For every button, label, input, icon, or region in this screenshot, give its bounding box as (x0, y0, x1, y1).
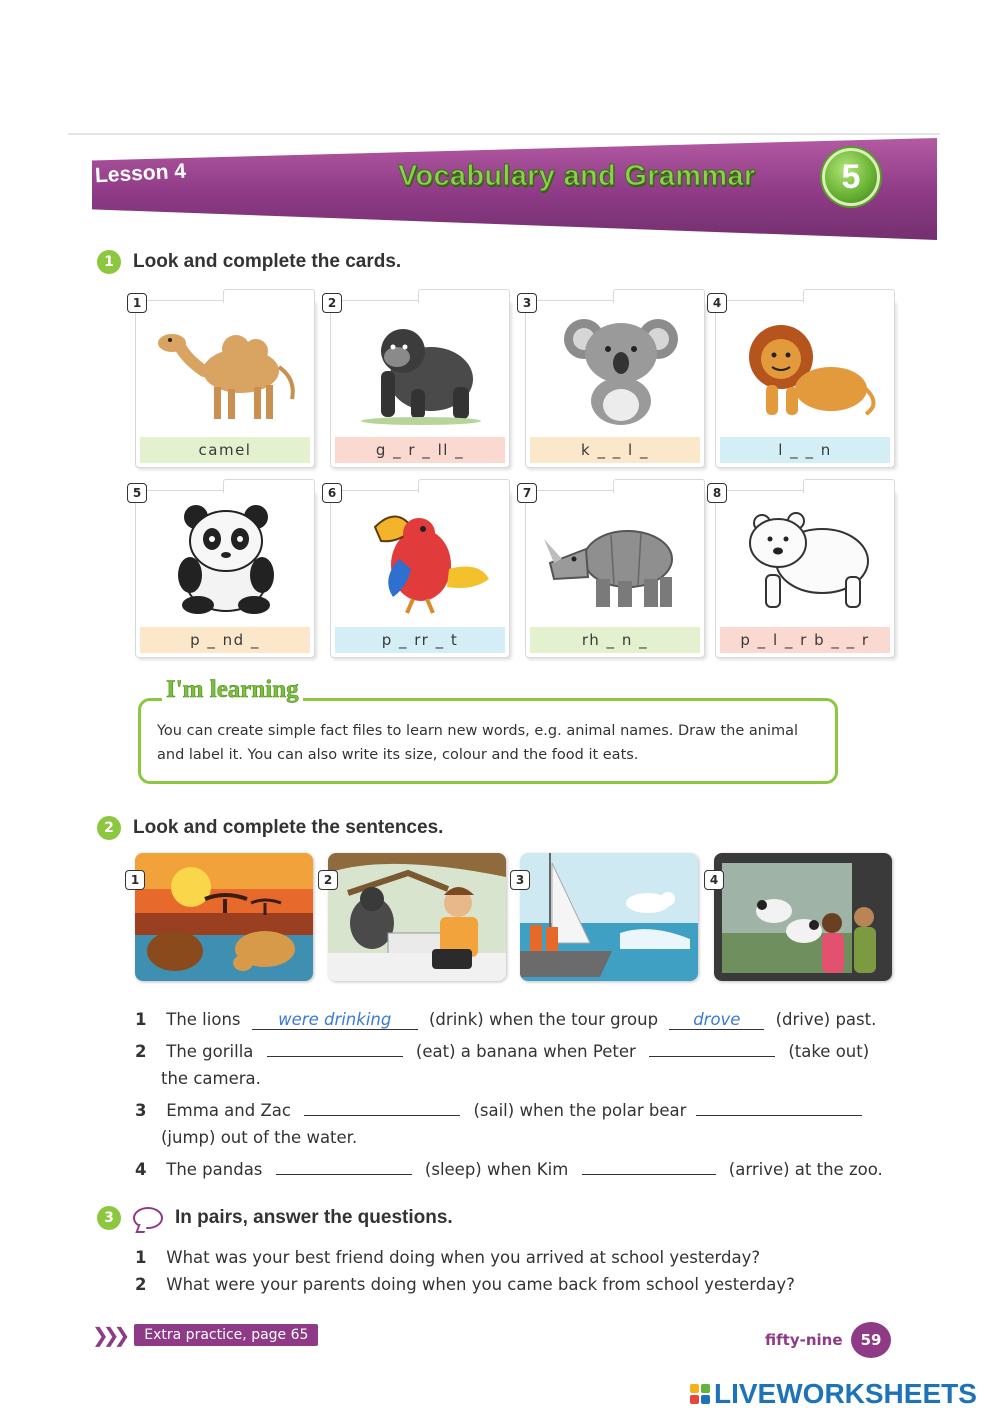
scene-number: 4 (704, 870, 724, 890)
card-number: 8 (707, 483, 727, 503)
sentence-text: The pandas (166, 1160, 263, 1179)
sentence-1 (135, 1010, 876, 1030)
koala-icon (536, 309, 696, 427)
chevron-right-icon: ❯❯❯ (92, 1323, 125, 1347)
card-lion (712, 296, 895, 468)
learning-text: You can create simple fact files to learn new words, e.g. animal names. Draw the animal and label it. You can also write its size, colour and the food it eats. (157, 723, 798, 763)
sentence-number: 1 (135, 1010, 147, 1029)
brand-name: LIVEWORKSHEETS (714, 1378, 977, 1409)
exercise-instruction: Look and complete the sentences. (133, 817, 444, 838)
exercise-instruction: Look and complete the cards. (133, 251, 402, 272)
card-tab (418, 479, 510, 493)
learning-box (138, 698, 838, 784)
answer-input[interactable] (696, 1115, 862, 1116)
sentence-text: (drive) past. (775, 1010, 877, 1029)
lion-icon (726, 309, 886, 427)
page-word: fifty-nine (765, 1331, 843, 1349)
card-gorilla (327, 296, 510, 468)
sentence-number: 4 (135, 1160, 147, 1179)
card-number: 7 (517, 483, 537, 503)
extra-practice-label: Extra practice, page 65 (134, 1324, 318, 1346)
exercise-number: 3 (97, 1206, 121, 1230)
gorilla-icon (341, 309, 501, 427)
question-number: 2 (135, 1275, 147, 1294)
section-title: Vocabulary and Grammar (398, 160, 756, 192)
sentence-4 (135, 1160, 883, 1179)
card-tab (803, 479, 895, 493)
answer-input[interactable] (649, 1056, 775, 1057)
exercise-number: 2 (97, 816, 121, 840)
answer-input[interactable]: were drinking (252, 1011, 418, 1030)
card-word: p _ nd _ (140, 627, 310, 653)
scene-number: 3 (510, 870, 530, 890)
card-number: 6 (322, 483, 342, 503)
card-number: 4 (707, 293, 727, 313)
sentence-text: (sleep) when Kim (424, 1160, 569, 1179)
card-word: p _ rr _ t (335, 627, 505, 653)
card-tab (803, 289, 895, 303)
exercise-number: 1 (97, 250, 121, 274)
exercise-2-heading (97, 816, 443, 840)
exercise-instruction: In pairs, answer the questions. (175, 1207, 453, 1228)
card-word: k _ _ l _ (530, 437, 700, 463)
sentence-text: (take out) (788, 1042, 870, 1061)
sentence-number: 3 (135, 1101, 147, 1120)
card-tab (613, 289, 705, 303)
card-word: camel (140, 437, 310, 463)
card-word: rh _ n _ (530, 627, 700, 653)
top-rule (68, 133, 940, 135)
scene-lions (135, 853, 313, 981)
card-word: p _ l _ r b _ _ r (720, 627, 890, 653)
speech-bubble-icon (133, 1207, 163, 1229)
scene-number: 2 (318, 870, 338, 890)
sentence-3-continued: (jump) out of the water. (161, 1128, 358, 1147)
card-number: 2 (322, 293, 342, 313)
sentence-number: 2 (135, 1042, 147, 1061)
card-polar-bear (712, 486, 895, 658)
question-2 (135, 1275, 795, 1294)
sentence-2 (135, 1042, 869, 1061)
question-1 (135, 1248, 760, 1267)
question-text: What were your parents doing when you came back from school yesterday? (166, 1275, 795, 1294)
card-number: 3 (517, 293, 537, 313)
learning-title: I'm learning (162, 676, 303, 704)
liveworksheets-icon (690, 1384, 710, 1404)
answer-input[interactable] (276, 1174, 412, 1175)
card-tab (418, 289, 510, 303)
rhino-icon (536, 499, 696, 617)
scene-gorilla (328, 853, 506, 981)
answer-input[interactable] (304, 1115, 460, 1116)
card-word: l _ _ n (720, 437, 890, 463)
sentence-text: (arrive) at the zoo. (728, 1160, 883, 1179)
card-rhino (522, 486, 705, 658)
parrot-icon (341, 499, 501, 617)
answer-input[interactable] (267, 1056, 403, 1057)
card-panda (132, 486, 315, 658)
liveworksheets-logo (690, 1378, 977, 1410)
scene-boat (520, 853, 698, 981)
card-number: 5 (127, 483, 147, 503)
page-number: 59 (851, 1322, 891, 1358)
sentence-text: Emma and Zac (166, 1101, 291, 1120)
card-camel (132, 296, 315, 468)
scene-number: 1 (125, 870, 145, 890)
card-word: g _ r _ ll _ (335, 437, 505, 463)
card-koala (522, 296, 705, 468)
extra-practice-link[interactable] (92, 1323, 318, 1347)
exercise-1-heading (97, 250, 401, 274)
polar-bear-icon (726, 499, 886, 617)
panda-icon (146, 499, 306, 617)
sentence-text: (eat) a banana when Peter (415, 1042, 636, 1061)
question-text: What was your best friend doing when you arrived at school yesterday? (166, 1248, 761, 1267)
card-tab (223, 289, 315, 303)
sentence-3 (135, 1101, 866, 1120)
answer-input[interactable]: drove (669, 1011, 764, 1030)
answer-input[interactable] (582, 1174, 716, 1175)
card-tab (223, 479, 315, 493)
unit-badge: 5 (822, 148, 880, 206)
sentence-text: (drink) when the tour group (429, 1010, 659, 1029)
card-number: 1 (127, 293, 147, 313)
question-number: 1 (135, 1248, 147, 1267)
camel-icon (146, 309, 306, 427)
sentence-text: The lions (166, 1010, 241, 1029)
sentence-text: The gorilla (166, 1042, 254, 1061)
card-parrot (327, 486, 510, 658)
exercise-3-heading (97, 1206, 453, 1230)
card-tab (613, 479, 705, 493)
lesson-label: Lesson 4 (94, 159, 187, 188)
sentence-2-continued: the camera. (161, 1069, 261, 1088)
sentence-text: (sail) when the polar bear (473, 1101, 687, 1120)
scene-pandas (714, 853, 892, 981)
